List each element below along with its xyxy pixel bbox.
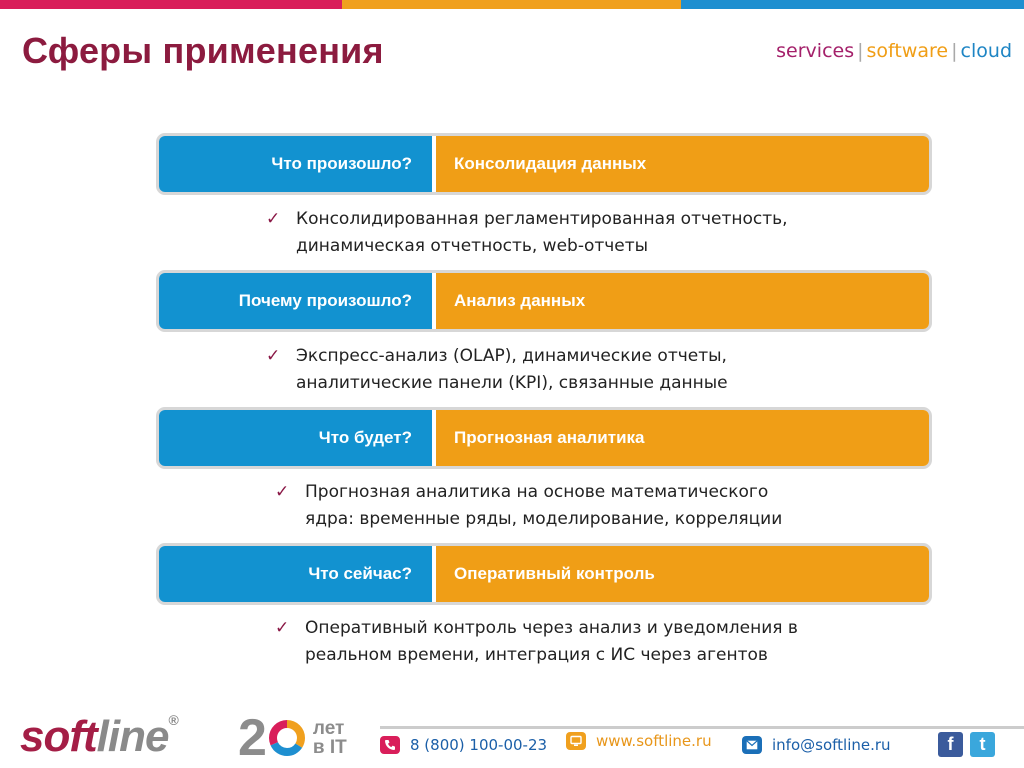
- facebook-icon-label: f: [947, 734, 954, 754]
- logo-registered-mark: ®: [168, 712, 178, 728]
- anniversary-years-text: [313, 719, 347, 757]
- email-link[interactable]: info@softline.ru: [772, 736, 891, 754]
- tagline-services: services: [776, 40, 855, 62]
- top-bar-blue-segment: [681, 0, 1024, 9]
- answer-cell: [436, 273, 929, 329]
- envelope-icon: [742, 736, 762, 754]
- tagline-software: software: [866, 40, 949, 62]
- contact-website: [566, 732, 712, 750]
- anniversary-years-line1: лет: [312, 718, 345, 739]
- tagline-separator: |: [857, 40, 864, 62]
- bullet-item: [266, 206, 788, 260]
- contact-email: [742, 736, 891, 754]
- category-row-operational: [156, 543, 932, 605]
- softline-logo: [20, 712, 178, 762]
- twitter-icon[interactable]: [970, 732, 995, 757]
- bullet-item: [275, 479, 782, 533]
- category-row-analysis: [156, 270, 932, 332]
- category-row-predictive: [156, 407, 932, 469]
- question-cell: [159, 410, 432, 466]
- top-bar-red-segment: [0, 0, 342, 9]
- tagline-cloud: cloud: [960, 40, 1012, 62]
- bullet-item: [275, 615, 798, 669]
- checkmark-icon: ✓: [266, 209, 281, 228]
- question-cell: [159, 136, 432, 192]
- monitor-icon: [566, 732, 586, 750]
- website-link[interactable]: www.softline.ru: [596, 732, 712, 750]
- answer-cell: [436, 410, 929, 466]
- answer-cell: [436, 546, 929, 602]
- question-cell: [159, 273, 432, 329]
- facebook-icon[interactable]: [938, 732, 963, 757]
- anniversary-badge: [238, 709, 347, 767]
- twitter-icon-label: t: [979, 734, 986, 754]
- anniversary-years-line2: в IT: [312, 737, 347, 758]
- question-label: Что сейчас?: [308, 564, 412, 583]
- answer-label: Консолидация данных: [454, 154, 647, 173]
- answer-cell: [436, 136, 929, 192]
- phone-number[interactable]: 8 (800) 100-00-23: [410, 736, 548, 754]
- answer-label: Анализ данных: [454, 291, 586, 310]
- top-bar-orange-segment: [342, 0, 681, 9]
- contact-phone: [380, 736, 547, 754]
- anniversary-zero-ring-icon: [267, 718, 307, 758]
- page-title: Сферы применения: [22, 30, 384, 71]
- logo-soft-text: soft: [20, 712, 97, 761]
- footer-divider: [380, 726, 1024, 729]
- logo-line-text: line: [96, 712, 169, 761]
- question-label: Что будет?: [318, 428, 412, 447]
- bullet-text: Экспресс-анализ (OLAP), динамические отчеты, аналитические панели (KPI), связанные данные: [296, 346, 728, 393]
- answer-label: Оперативный контроль: [454, 564, 655, 583]
- answer-label: Прогнозная аналитика: [454, 428, 645, 447]
- phone-icon: [380, 736, 400, 754]
- question-cell: [159, 546, 432, 602]
- bullet-text: Прогнозная аналитика на основе математического ядра: временные ряды, моделирование, корреляции: [305, 482, 783, 529]
- bullet-text: Консолидированная регламентированная отчетность, динамическая отчетность, web-отчеты: [296, 209, 788, 256]
- category-row-consolidation: [156, 133, 932, 195]
- checkmark-icon: ✓: [275, 618, 290, 637]
- anniversary-number: 2: [238, 709, 267, 767]
- tagline: [776, 40, 1012, 62]
- checkmark-icon: ✓: [266, 346, 281, 365]
- question-label: Что произошло?: [271, 154, 412, 173]
- tagline-separator: |: [951, 40, 958, 62]
- bullet-item: [266, 343, 728, 397]
- checkmark-icon: ✓: [275, 482, 290, 501]
- question-label: Почему произошло?: [238, 291, 412, 310]
- top-color-bar: [0, 0, 1024, 9]
- bullet-text: Оперативный контроль через анализ и уведомления в реальном времени, интеграция с ИС через агентов: [305, 618, 798, 665]
